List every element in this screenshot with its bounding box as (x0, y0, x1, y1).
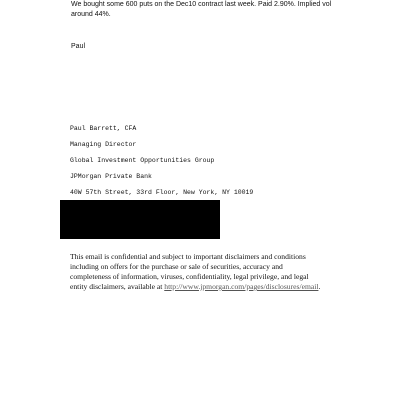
signature-title: Managing Director (70, 141, 137, 148)
signature-group: Global Investment Opportunities Group (70, 157, 215, 164)
disclaimer-last-line (70, 282, 370, 292)
disclaimer-line: completeness of information, viruses, confidentiality, legal privilege, and legal (70, 272, 309, 281)
signature-name: Paul Barrett, CFA (70, 125, 137, 132)
email-body (71, 0, 331, 20)
signature-company: JPMorgan Private Bank (70, 173, 152, 180)
signature-address: 40W 57th Street, 33rd Floor, New York, NY 10019 (70, 189, 254, 196)
disclaimer-line: including on offers for the purchase or sale of securities, accuracy and (70, 262, 283, 271)
disclaimer-text: entity disclaimers, available at (70, 282, 165, 291)
email-disclaimer (70, 252, 370, 292)
email-body-line: We bought some 600 puts on the Dec10 contract last week. Paid 2.90%. Implied vol (71, 1, 332, 8)
disclaimer-line: This email is confidential and subject to important disclaimers and conditions (70, 252, 306, 261)
email-sign-off: Paul (71, 43, 86, 50)
email-body-line: around 44%. (71, 11, 111, 18)
redaction-block (60, 200, 220, 239)
disclosures-link[interactable]: http://www.jpmorgan.com/pages/disclosures/email (164, 282, 319, 291)
disclaimer-period: . (318, 282, 321, 291)
